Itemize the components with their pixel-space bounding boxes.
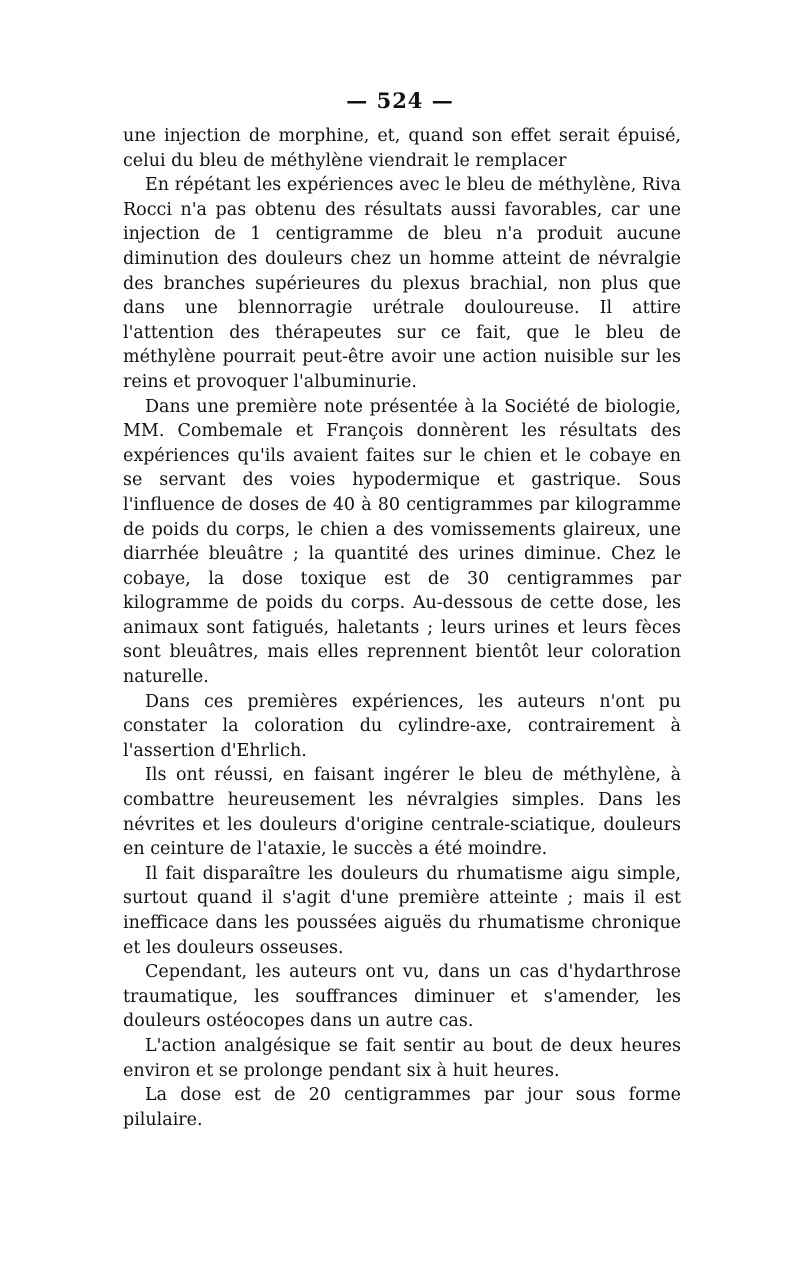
paragraph: Ils ont réussi, en faisant ingérer le bleu de méthylène, à combattre heureusement les névralgies simples. Dans les névrites et les douleurs d'origine centrale-sciatique, douleurs en ceinture de l'ataxie, le succès a été moindre. bbox=[123, 765, 681, 860]
paragraph: Il fait disparaître les douleurs du rhumatisme aigu simple, surtout quand il s'agit d'une première atteinte ; mais il est inefficace dans les poussées aiguës du rhumatisme chronique et les douleurs osseuses. bbox=[123, 863, 681, 958]
paragraph: Cependant, les auteurs ont vu, dans un cas d'hydarthrose traumatique, les souffrances diminuer et s'amender, les douleurs ostéocopes dans un autre cas. bbox=[123, 962, 681, 1032]
paragraph: L'action analgésique se fait sentir au bout de deux heures environ et se prolonge pendant six à huit heures. bbox=[123, 1035, 681, 1081]
page-number: — 524 — bbox=[346, 88, 454, 113]
paragraph: une injection de morphine, et, quand son effet serait épuisé, celui du bleu de méthylène viendrait le remplacer bbox=[123, 126, 681, 171]
body-text bbox=[123, 124, 681, 1132]
paragraph: Dans une première note présentée à la Société de biologie, MM. Combemale et François donnèrent les résultats des expériences qu'ils avaient faites sur le chien et le cobaye en se servant des voies hypodermique et gastrique. Sous l'influence de doses de 40 à 80 centigrammes par kilogramme de poids du corps, le chien a des vomissements glaireux, une diarrhée bleuâtre ; la quantité des urines diminue. Chez le cobaye, la dose toxique est de 30 centigrammes par kilogramme de poids du corps. Au-dessous de cette dose, les animaux sont fatigués, haletants ; leurs urines et leurs fèces sont bleuâtres, mais elles reprennent bientôt leur coloration naturelle. bbox=[123, 396, 681, 688]
paragraph: En répétant les expériences avec le bleu de méthylène, Riva Rocci n'a pas obtenu des résultats aussi favorables, car une injection de 1 centigramme de bleu n'a produit aucune diminution des douleurs chez un homme atteint de névralgie des branches supérieures du plexus brachial, non plus que dans une blennorragie urétrale douloureuse. Il attire l'attention des thérapeutes sur ce fait, que le bleu de méthylène pourrait peut-être avoir une action nuisible sur les reins et provoquer l'albuminurie. bbox=[123, 175, 681, 392]
paragraph: Dans ces premières expériences, les auteurs n'ont pu constater la coloration du cylindre-axe, contrairement à l'assertion d'Ehrlich. bbox=[123, 691, 681, 761]
paragraph: La dose est de 20 centigrammes par jour sous forme pilulaire. bbox=[123, 1085, 681, 1130]
